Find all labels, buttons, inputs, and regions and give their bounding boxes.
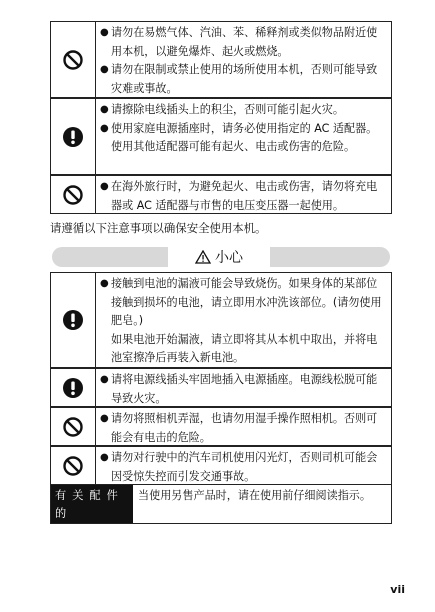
icon-cell (51, 408, 96, 445)
caution-heading (168, 244, 270, 270)
warning-item: ● 请勿在限制或禁止使用的场所使用本机，否则可能导致灾难或事故。 (100, 63, 378, 95)
prohibition-icon (62, 455, 84, 477)
icon-cell (51, 99, 96, 174)
icon-cell (51, 22, 96, 97)
accessory-label-line1: 有关配件的 (55, 489, 124, 520)
caution-item: ● 请勿将照相机弄湿，也请勿用湿手操作照相机。否则可能会有电击的危险。 (100, 412, 378, 444)
warning-text (96, 99, 391, 174)
warning-text (96, 176, 391, 213)
warning-box-power (50, 98, 392, 175)
warning-item: ● 请勿在易燃气体、汽油、苯、稀释剂或类似物品附近使用本机，以避免爆炸、起火或燃烧。 (100, 26, 378, 58)
caution-text (96, 408, 391, 445)
caution-text (96, 369, 391, 406)
caution-box-flash-driver (50, 446, 392, 485)
caution-text (96, 273, 391, 367)
warning-box-travel (50, 175, 392, 214)
mandatory-icon (62, 126, 84, 148)
accessory-label-line2: 安全注意事项 (55, 525, 123, 538)
caution-subtext: 如果电池开始漏液，请立即将其从本机中取出，并将电池室擦净后再装入新电池。 (111, 332, 378, 365)
mandatory-icon (62, 377, 84, 399)
accessory-safety-text: 当使用另售产品时，请在使用前仔细阅读指示。 (138, 489, 371, 502)
caution-item: ● 请将电源线插头牢固地插入电源插座。电源线松脱可能导致火灾。 (100, 373, 378, 405)
caution-title: 小心 (215, 250, 243, 266)
warning-item: ● 使用家庭电源插座时，请务必使用指定的 AC 适配器。使用其他适配器可能有起火、电击或伤害的危险。 (100, 121, 378, 154)
warning-triangle-icon (195, 250, 211, 264)
icon-cell (51, 369, 96, 406)
warning-item: ● 请擦除电线插头上的积尘，否则可能引起火灾。 (100, 103, 344, 116)
icon-cell (51, 447, 96, 484)
icon-cell (51, 176, 96, 213)
page-number: vii (390, 583, 405, 596)
icon-cell (51, 273, 96, 367)
warning-text (96, 22, 391, 97)
caution-box-wet (50, 407, 392, 446)
prohibition-icon (62, 416, 84, 438)
accessory-safety-box (50, 484, 392, 538)
prohibition-icon (62, 184, 84, 206)
caution-item: ● 接触到电池的漏液可能会导致烧伤。如果身体的某部位接触到损坏的电池，请立即用水冲洗该部位。(请勿使用肥皂。) (100, 277, 382, 328)
warning-item: ● 在海外旅行时，为避免起火、电击或伤害，请勿将充电器或 AC 适配器与市售的电压变压器一起使用。 (100, 180, 378, 212)
caution-item: ● 请勿对行驶中的汽车司机使用闪光灯，否则司机可能会因受惊失控而引发交通事故。 (100, 451, 378, 483)
accessory-safety-label (51, 485, 133, 538)
prohibition-icon (62, 49, 84, 71)
mandatory-icon (62, 309, 84, 331)
safety-note: 请遵循以下注意事项以确保安全使用本机。 (50, 221, 267, 235)
caution-box-plug (50, 368, 392, 407)
warning-box-flammable (50, 21, 392, 98)
caution-box-battery (50, 272, 392, 368)
caution-text (96, 447, 391, 484)
